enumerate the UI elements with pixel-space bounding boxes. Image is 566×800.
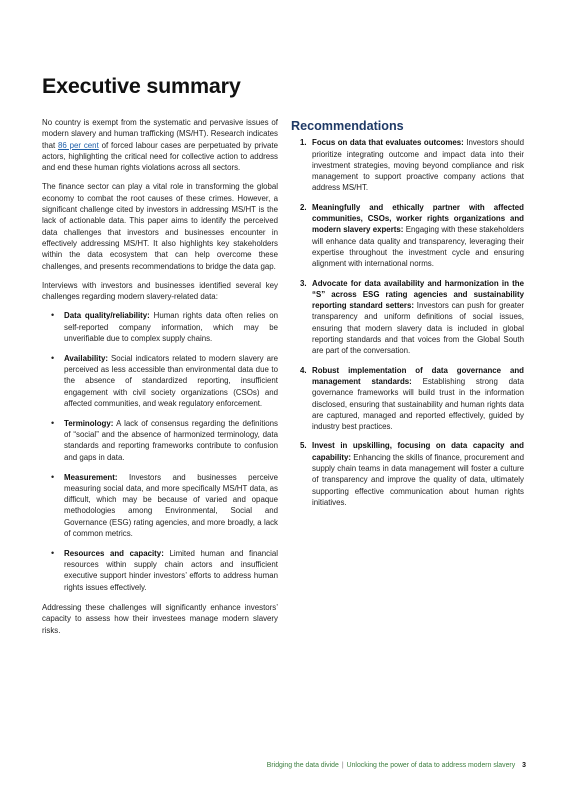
recommendation-label: Focus on data that evaluates outcomes: [312, 138, 464, 148]
intro-paragraph-3: Interviews with investors and businesses identified several key challenges regarding modern slavery-related data: [42, 280, 278, 302]
recommendation-label: Meaningfully and ethically partner with affected communities, CSOs, worker rights organizations and modern slavery experts: [312, 202, 524, 235]
left-column [42, 117, 278, 644]
challenge-text: Human rights data often relies on self-reported company information, which may be unverifiable due to complex supply chains. [64, 311, 278, 344]
challenge-label: Resources and capacity: [64, 548, 164, 558]
challenge-item [64, 418, 278, 463]
recommendation-item [300, 278, 524, 357]
research-link[interactable]: 86 per cent [58, 140, 99, 150]
page-title: Executive summary [42, 74, 241, 98]
challenge-label: Data quality/reliability: [64, 311, 150, 321]
recommendation-number: 4. [300, 365, 307, 375]
intro-text-after-link: of forced labour cases are perpetuated by private actors, highlighting the critical need for collective action to address and end these human rights violations across all sectors. [42, 140, 279, 173]
recommendation-item [300, 202, 524, 270]
intro-paragraph-2: The finance sector can play a vital role in transforming the global economy to combat the root causes of these crimes. However, a significant challenge cited by investors in addressing MS/HT is the lack of actionable data. This paper aims to identify the perceived data challenges that investors and businesses encounter in effectively addressing MS/HT. It also highlights key stakeholders within the data ecosystem that can help overcome these challenges, and presents recommendations to bridge the data gap. [42, 182, 278, 271]
footer-publication-title: Bridging the data divide [266, 762, 339, 769]
footer-subtitle: Unlocking the power of data to address modern slavery [346, 762, 516, 769]
intro-text-before-link: No country is exempt from the systematic and pervasive issues of modern slavery and human trafficking (MS/HT). Research indicates that [42, 118, 278, 150]
recommendation-text: Investors can push for greater transparency and uniform definitions of social issues, ensuring that modern slavery data is included in global reporting standards and that voices from the Global South are part of the conversation. [312, 301, 524, 356]
recommendation-label: Robust implementation of data governance and management standards: [312, 365, 524, 386]
recommendation-label: Invest in upskilling, focusing on data capacity and capability: [312, 441, 524, 462]
page-footer [0, 762, 526, 769]
recommendation-item [300, 440, 524, 508]
recommendation-number: 1. [300, 138, 307, 148]
closing-paragraph: Addressing these challenges will significantly enhance investors’ capacity to assess how their investees manage modern slavery risks. [42, 602, 278, 635]
challenge-label: Measurement: [64, 472, 118, 482]
challenge-text: Investors and businesses perceive measuring social data, and more specifically MS/HT data, as difficult, which may be because of varied and opaque methodologies among Environmental, Social and Governance (ESG) rating agencies, and more broadly, a lack of common metrics. [64, 472, 278, 538]
recommendation-text: Establishing strong data governance frameworks will build trust in the information disclosed, ensuring that sustainability and human rights data are captured, managed and reported effectively, guided by industry best practices. [312, 376, 524, 432]
challenge-list [42, 310, 278, 593]
recommendations-list [291, 137, 524, 508]
challenge-item [64, 548, 278, 593]
challenge-item [64, 353, 278, 409]
footer-separator: | [341, 762, 344, 769]
challenge-text: A lack of consensus regarding the definitions of “social” and the absence of harmonized terminology, data standards and reporting frameworks contribute to confusion and gaps in data. [64, 418, 278, 462]
recommendation-item [300, 137, 524, 193]
recommendation-number: 3. [300, 278, 307, 288]
challenge-label: Availability: [64, 353, 108, 363]
intro-paragraph-1 [42, 117, 278, 173]
challenge-text: Limited human and financial resources within supply chain actors and insufficient executive support hinder investors’ efforts to address human rights issues effectively. [64, 548, 278, 592]
challenge-item [64, 472, 278, 540]
recommendation-label: Advocate for data availability and harmonization in the “S” across ESG rating agencies and sustainability reporting standard setters: [312, 278, 524, 311]
right-column [291, 121, 524, 516]
page-number: 3 [522, 762, 526, 769]
recommendation-number: 5. [300, 441, 307, 451]
recommendation-text: Investors should prioritize integrating outcome and impact data into their investment strategies, moving beyond compliance and risk management to support proactive company actions that address MS/HT. [312, 138, 524, 193]
recommendation-item [300, 365, 524, 433]
challenge-label: Terminology: [64, 418, 114, 428]
recommendation-text: Engaging with these stakeholders will enhance data quality and transparency, leveraging their expertise throughout the investment cycle and ensuring alignment with international norms. [312, 225, 524, 269]
recommendation-number: 2. [300, 202, 307, 212]
recommendations-heading: Recommendations [291, 119, 404, 133]
challenge-item [64, 310, 278, 344]
recommendation-text: Enhancing the skills of finance, procurement and supply chain teams in data management will foster a culture of transparency and improve the quality of data, ultimately supporting effective communication about human rights initiatives. [312, 452, 524, 507]
challenge-text: Social indicators related to modern slavery are perceived as less accessible than environmental data due to the absence of standardized reporting, insufficient engagement with civil society organizations (CSOs) and affected communities, and weak regulatory enforcement. [64, 353, 278, 409]
